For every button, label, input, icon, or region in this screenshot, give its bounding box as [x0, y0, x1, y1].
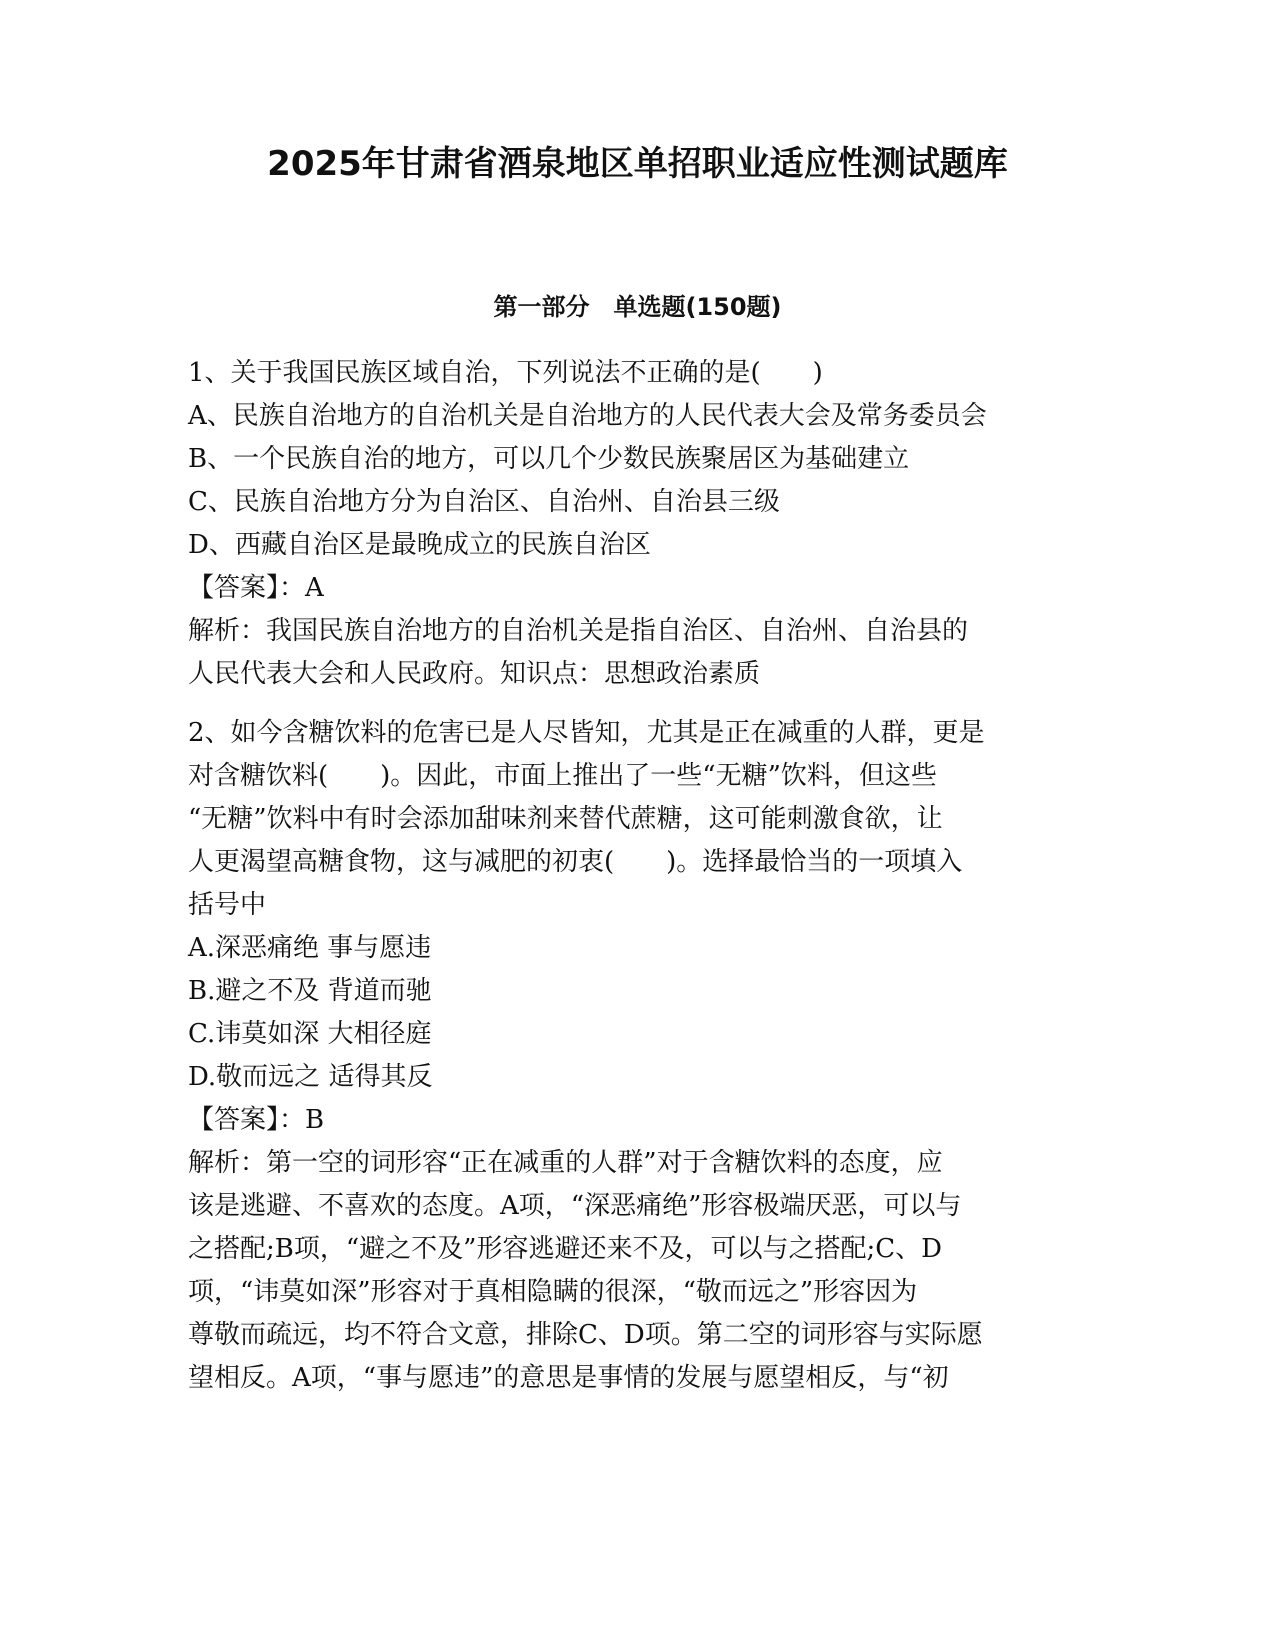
analysis-line: 尊敬而疏远，均不符合文意，排除C、D项。第二空的词形容与实际愿	[188, 1320, 983, 1350]
document-title: 2025年甘肃省酒泉地区单招职业适应性测试题库	[267, 144, 1008, 184]
question-stem: 人更渴望高糖食物，这与减肥的初衷( )。选择最恰当的一项填入	[188, 847, 963, 877]
analysis-line: 解析：第一空的词形容“正在减重的人群”对于含糖饮料的态度，应	[188, 1148, 943, 1178]
question-stem: 对含糖饮料( )。因此，市面上推出了一些“无糖”饮料，但这些	[188, 761, 937, 791]
analysis-line: 人民代表大会和人民政府。知识点：思想政治素质	[188, 659, 761, 689]
question-stem: 1、关于我国民族区域自治，下列说法不正确的是( )	[188, 358, 823, 388]
option-b: B、一个民族自治的地方，可以几个少数民族聚居区为基础建立	[188, 444, 910, 474]
section-heading: 第一部分 单选题(150题)	[493, 293, 782, 321]
option-c: C、民族自治地方分为自治区、自治州、自治县三级	[188, 487, 780, 517]
question-2	[188, 712, 1088, 1400]
question-stem: 2、如今含糖饮料的危害已是人尽皆知，尤其是正在减重的人群，更是	[188, 718, 985, 748]
option-a: A.深恶痛绝 事与愿违	[188, 933, 432, 963]
option-a: A、民族自治地方的自治机关是自治地方的人民代表大会及常务委员会	[188, 401, 987, 431]
answer-line: 【答案】：A	[188, 573, 324, 603]
option-b: B.避之不及 背道而驰	[188, 976, 432, 1006]
analysis-line: 该是逃避、不喜欢的态度。A项，“深恶痛绝”形容极端厌恶，可以与	[188, 1191, 962, 1221]
option-d: D.敬而远之 适得其反	[188, 1062, 433, 1092]
analysis-line: 项，“讳莫如深”形容对于真相隐瞒的很深，“敬而远之”形容因为	[188, 1277, 918, 1307]
option-c: C.讳莫如深 大相径庭	[188, 1019, 432, 1049]
answer-line: 【答案】：B	[188, 1105, 325, 1135]
analysis-line: 之搭配;B项，“避之不及”形容逃避还来不及，可以与之搭配;C、D	[188, 1234, 942, 1264]
analysis-line: 解析：我国民族自治地方的自治机关是指自治区、自治州、自治县的	[188, 616, 969, 646]
analysis-line: 望相反。A项，“事与愿违”的意思是事情的发展与愿望相反，与“初	[188, 1363, 949, 1393]
question-1	[188, 352, 1088, 696]
question-list	[188, 352, 1088, 1400]
question-stem: 括号中	[188, 890, 267, 920]
option-d: D、西藏自治区是最晚成立的民族自治区	[188, 530, 651, 560]
question-stem: “无糖”饮料中有时会添加甜味剂来替代蔗糖，这可能刺激食欲，让	[188, 804, 943, 834]
